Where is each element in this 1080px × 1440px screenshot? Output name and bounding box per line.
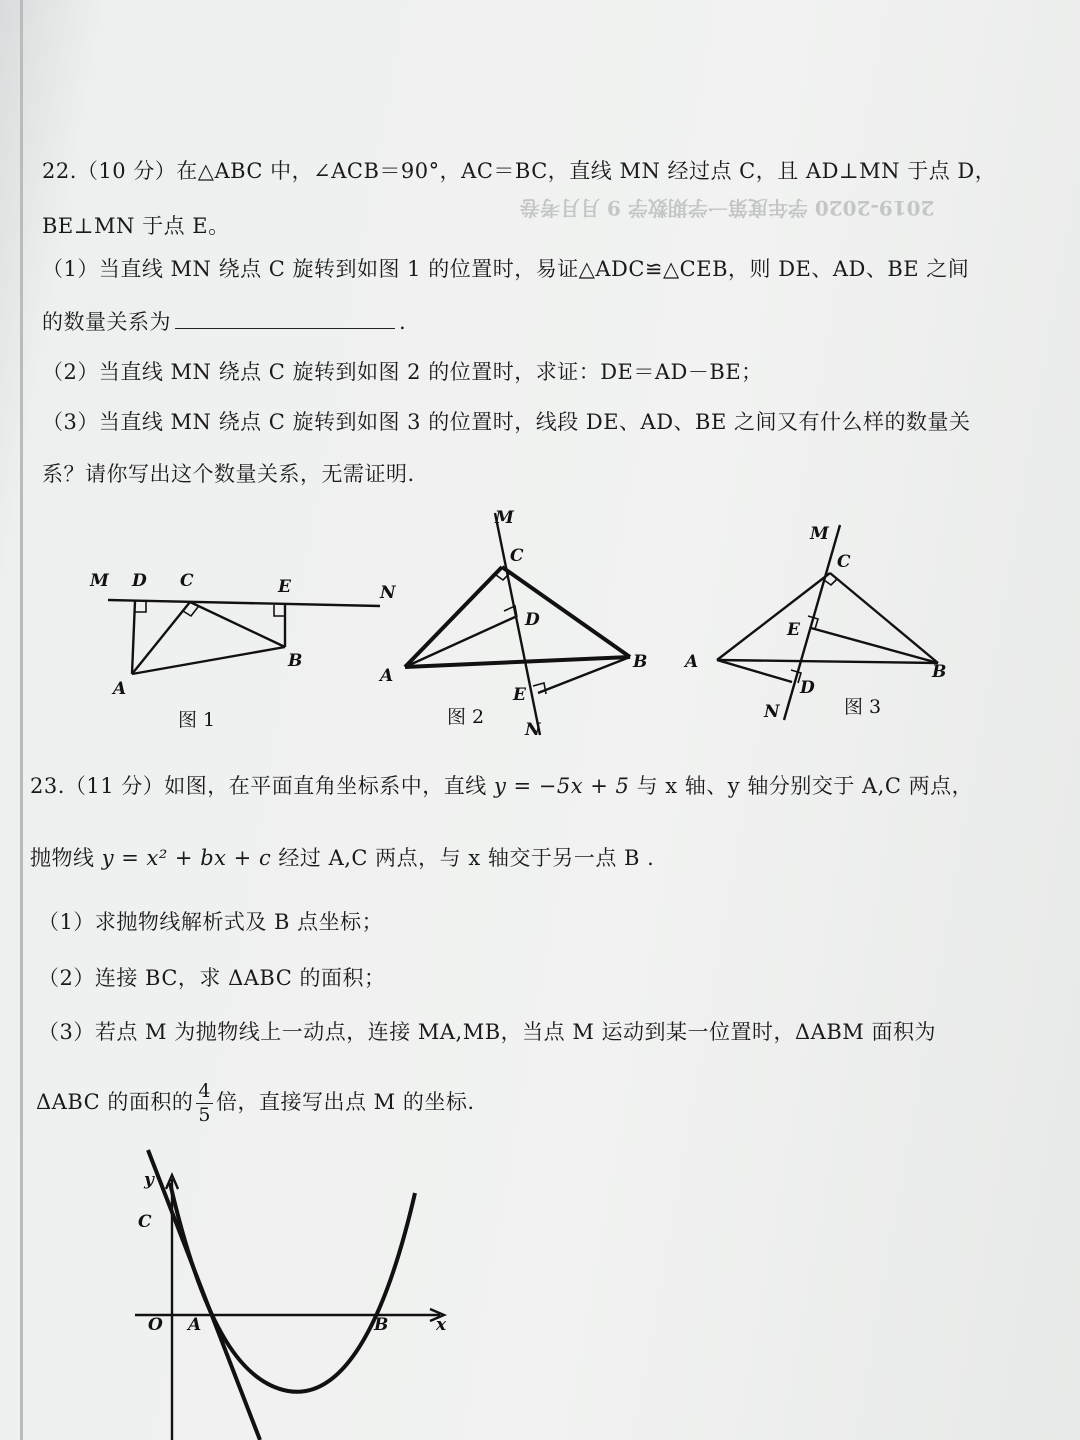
figure-3 — [680, 515, 970, 725]
q22-part1-cont-text: 的数量关系为 — [42, 310, 171, 334]
q23-line2-text-a: 抛物线 — [30, 846, 95, 870]
fig1-label-A: A — [113, 679, 127, 699]
fig3-label-C: C — [837, 552, 851, 572]
fig3-label-N: N — [764, 702, 780, 722]
fig1-label-C: C — [180, 571, 194, 591]
fig2-label-A: A — [380, 666, 394, 686]
q23-parabola-equation: y = x² + bx + c — [101, 846, 272, 870]
q22-part3-cont: 系？请你写出这个数量关系，无需证明. — [42, 462, 415, 486]
q23-part3: （3）若点 M 为抛物线上一动点，连接 MA,MB，当点 M 运动到某一位置时，ΔABM 面积为 — [38, 1020, 936, 1044]
q22-part1: （1）当直线 MN 绕点 C 旋转到如图 1 的位置时，易证△ADC≌△CEB，则 DE、AD、BE 之间 — [42, 257, 970, 281]
q23-part2: （2）连接 BC，求 ΔABC 的面积； — [38, 966, 386, 990]
q22-part2: （2）当直线 MN 绕点 C 旋转到如图 2 的位置时，求证：DE＝AD－BE； — [42, 360, 763, 384]
q22-header: 22.（10 分）在△ABC 中，∠ACB＝90°，AC＝BC，直线 MN 经过点 C，且 AD⊥MN 于点 D， — [42, 159, 997, 183]
fig1-label-E: E — [278, 577, 291, 597]
graph-label-y: y — [144, 1170, 154, 1190]
q22-part1-end: . — [399, 310, 407, 334]
q22-part3: （3）当直线 MN 绕点 C 旋转到如图 3 的位置时，线段 DE、AD、BE 之间又有什么样的数量关 — [42, 410, 971, 434]
q22-part1-cont — [42, 306, 406, 336]
fig3-label-M: M — [810, 524, 829, 544]
fig2-caption: 图 2 — [447, 706, 485, 728]
fig3-label-D: D — [800, 678, 815, 698]
figure-1 — [80, 560, 410, 740]
fig2-label-N: N — [525, 720, 541, 740]
graph-label-C: C — [138, 1212, 152, 1232]
fig3-label-A: A — [685, 652, 699, 672]
fig1-caption: 图 1 — [178, 709, 216, 731]
answer-blank[interactable] — [175, 310, 395, 329]
fig3-label-B: B — [932, 662, 947, 682]
figure-2 — [375, 505, 675, 745]
fig2-label-E: E — [513, 685, 526, 705]
coordinate-graph — [130, 1145, 470, 1440]
graph-label-O: O — [148, 1315, 163, 1335]
q23-part3-cont-text-a: ΔABC 的面积的 — [36, 1090, 194, 1114]
page-fold-edge — [20, 0, 23, 1440]
q23-line2 — [30, 842, 654, 872]
graph-label-x: x — [436, 1315, 447, 1335]
q23-line-equation: y = −5x + 5 — [493, 774, 630, 798]
fig2-label-M: M — [495, 508, 514, 528]
graph-label-B: B — [374, 1315, 389, 1335]
graph-label-A: A — [188, 1315, 202, 1335]
fig2-label-D: D — [525, 610, 540, 630]
bleed-through-text: 2019-2020 学年度第一学期数学 9 月月考卷 — [520, 196, 935, 220]
q23-line2-text-b: 经过 A,C 两点，与 x 轴交于另一点 B . — [278, 846, 655, 870]
q23-part3-cont — [36, 1082, 475, 1125]
fig3-caption: 图 3 — [844, 696, 882, 718]
q22-header-cont: BE⊥MN 于点 E。 — [42, 214, 230, 238]
q23-header — [30, 770, 973, 800]
fig1-label-M: M — [90, 571, 109, 591]
fig2-label-B: B — [633, 652, 648, 672]
fig1-label-B: B — [288, 651, 303, 671]
fraction-four-fifths — [196, 1082, 213, 1125]
q23-header-text-b: 与 x 轴、y 轴分别交于 A,C 两点， — [636, 774, 974, 798]
q23-part3-cont-text-b: 倍，直接写出点 M 的坐标. — [216, 1090, 475, 1114]
q23-part1: （1）求抛物线解析式及 B 点坐标； — [38, 910, 384, 934]
fig1-label-D: D — [132, 571, 147, 591]
q23-header-text-a: 23.（11 分）如图，在平面直角坐标系中，直线 — [30, 774, 487, 798]
fig2-label-C: C — [510, 546, 524, 566]
fig1-label-N: N — [380, 583, 396, 603]
fraction-denominator: 5 — [198, 1104, 211, 1126]
fig3-label-E: E — [787, 620, 800, 640]
fraction-numerator: 4 — [198, 1080, 211, 1102]
